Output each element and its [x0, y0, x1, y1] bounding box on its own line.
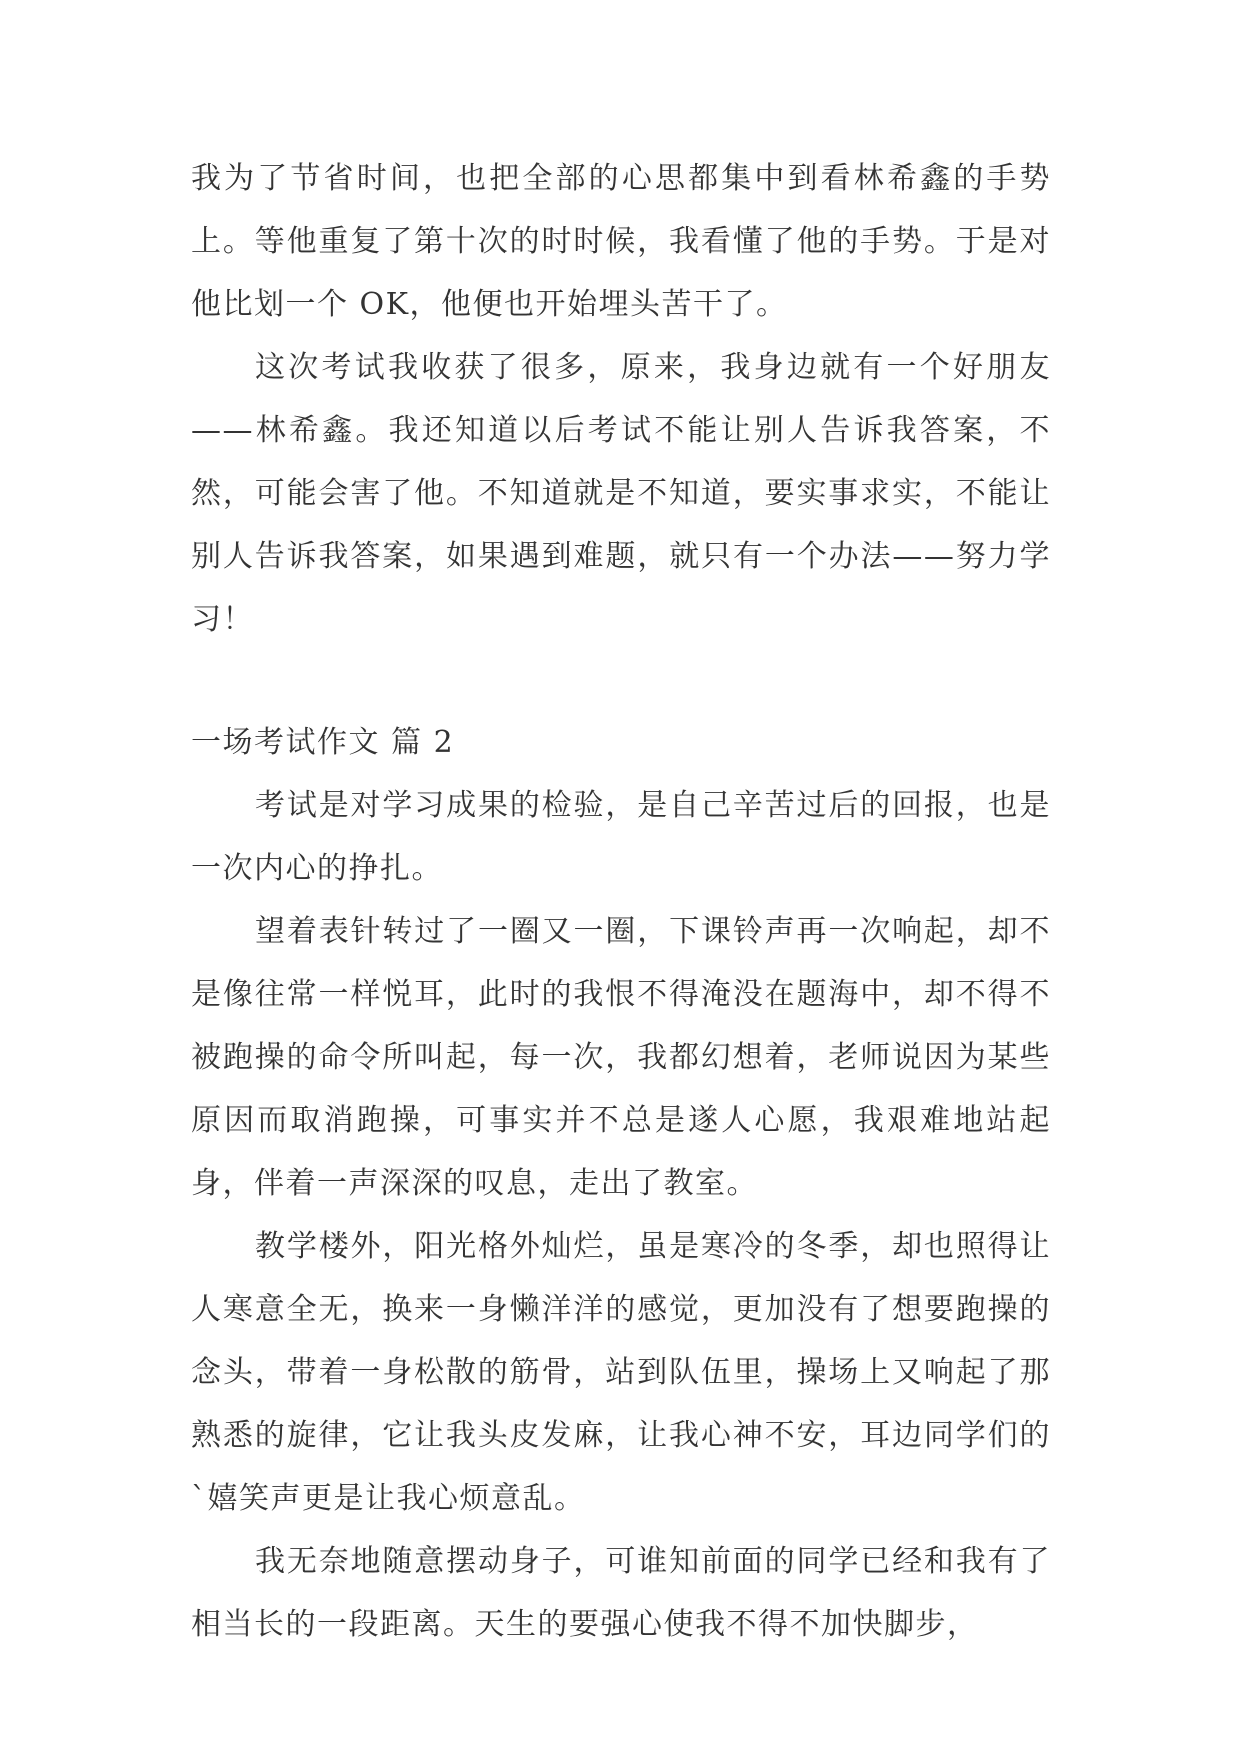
essay-paragraph: 我无奈地随意摆动身子，可谁知前面的同学已经和我有了相当长的一段距离。天生的要强心使我不得不加快脚步， — [191, 1544, 1051, 1642]
closing-paragraph: 这次考试我收获了很多，原来，我身边就有一个好朋友——林希鑫。我还知道以后考试不能让别人告诉我答案，不然，可能会害了他。不知道就是不知道，要实事求实，不能让别人告诉我答案，如果遇到难题，就只有一个办法——努力学习！ — [191, 350, 1051, 637]
document-body — [191, 147, 1051, 1656]
essay-paragraph: 望着表针转过了一圈又一圈，下课铃声再一次响起，却不是像往常一样悦耳，此时的我恨不得淹没在题海中，却不得不被跑操的命令所叫起，每一次，我都幻想着，老师说因为某些原因而取消跑操，可事实并不总是遂人心愿，我艰难地站起身，伴着一声深深的叹息，走出了教室。 — [191, 914, 1051, 1201]
section-heading: 一场考试作文 篇 2 — [191, 725, 455, 760]
section-gap — [191, 651, 1051, 711]
essay-paragraph: 考试是对学习成果的检验，是自己辛苦过后的回报，也是一次内心的挣扎。 — [191, 788, 1051, 886]
continuation-paragraph: 我为了节省时间，也把全部的心思都集中到看林希鑫的手势上。等他重复了第十次的时时候，我看懂了他的手势。于是对他比划一个 OK，他便也开始埋头苦干了。 — [191, 161, 1051, 322]
essay-paragraph: 教学楼外，阳光格外灿烂，虽是寒冷的冬季，却也照得让人寒意全无，换来一身懒洋洋的感觉，更加没有了想要跑操的念头，带着一身松散的筋骨，站到队伍里，操场上又响起了那熟悉的旋律，它让我头皮发麻，让我心神不安，耳边同学们的`嬉笑声更是让我心烦意乱。 — [191, 1229, 1051, 1516]
